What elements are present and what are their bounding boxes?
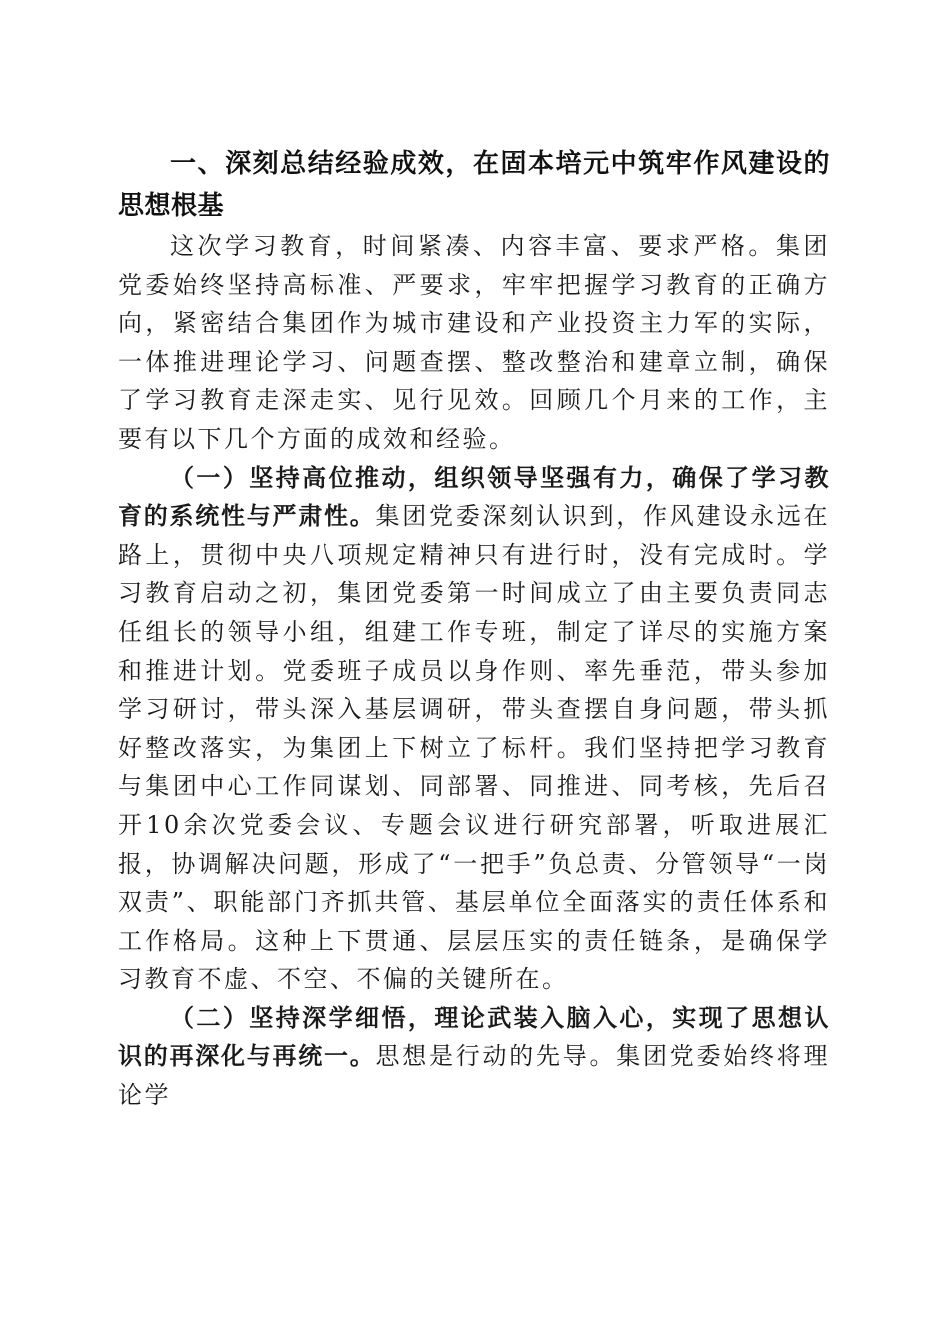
paragraph-2-lead: （一）坚持高位推动，组织领导坚强有力，确保了学习教育的系统性与严肃性。 bbox=[118, 463, 830, 531]
paragraph-3-text: 思想是行动的先导。集团党委始终将理论学 bbox=[118, 1042, 830, 1110]
paragraph-2-text: 集团党委深刻认识到，作风建设永远在路上，贯彻中央八项规定精神只有进行时，没有完成时。学习教育启动之初，集团党委第一时间成立了由主要负责同志任组长的领导小组，组建工作专班，制定了详尽的实施方案和推进计划。党委班子成员以身作则、率先垂范，带头参加学习研讨，带头深入基层调研，带头查摆自身问题，带头抓好整改落实，为集团上下树立了标杆。我们坚持把学习教育与集团中心工作同谋划、同部署、同推进、同考核，先后召开10余次党委会议、专题会议进行研究部署，听取进展汇报，协调解决问题，形成了“一把手”负总责、分管领导“一岗双责”、职能部门齐抓共管、基层单位全面落实的责任体系和工作格局。这种上下贯通、层层压实的责任链条，是确保学习教育不虚、不空、不偏的关键所在。 bbox=[118, 502, 830, 994]
section-heading: 一、深刻总结经验成效，在固本培元中筑牢作风建设的思想根基 bbox=[118, 149, 830, 221]
paragraph-3 bbox=[118, 999, 830, 1115]
paragraph-1-text: 这次学习教育，时间紧凑、内容丰富、要求严格。集团党委始终坚持高标准、严要求，牢牢把握学习教育的正确方向，紧密结合集团作为城市建设和产业投资主力军的实际，一体推进理论学习、问题查摆、整改整治和建章立制，确保了学习教育走深走实、见行见效。回顾几个月来的工作，主要有以下几个方面的成效和经验。 bbox=[118, 232, 830, 453]
paragraph-2 bbox=[118, 459, 830, 999]
paragraph-3-lead: （二）坚持深学细悟，理论武装入脑入心，实现了思想认识的再深化与再统一。 bbox=[118, 1003, 830, 1071]
paragraph-1 bbox=[118, 227, 830, 459]
document-body bbox=[118, 143, 830, 1115]
